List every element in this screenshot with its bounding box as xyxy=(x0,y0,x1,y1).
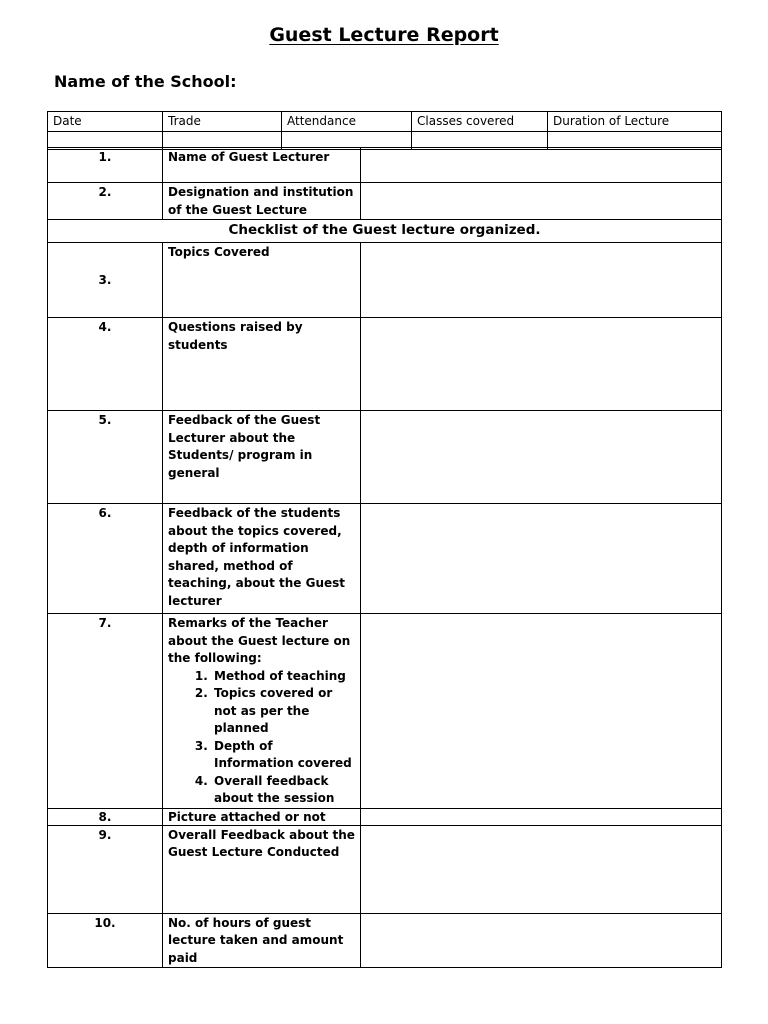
answer-cell[interactable] xyxy=(361,913,722,968)
answer-cell[interactable] xyxy=(361,411,722,504)
header-row xyxy=(48,112,722,132)
row-number: 4. xyxy=(48,318,163,411)
column-header-duration: Duration of Lecture xyxy=(548,112,722,132)
checklist-row xyxy=(48,183,722,220)
page-title xyxy=(0,24,768,46)
column-header-attendance: Attendance xyxy=(282,112,412,132)
school-name-label: Name of the School: xyxy=(54,72,237,91)
row-number: 8. xyxy=(48,808,163,825)
checklist-row xyxy=(48,808,722,825)
checklist-table xyxy=(47,147,722,968)
row-number: 6. xyxy=(48,504,163,614)
row-label: Overall Feedback about the Guest Lecture Conducted xyxy=(163,825,361,913)
row-label: Topics Covered xyxy=(163,243,361,318)
row-label: No. of hours of guest lecture taken and amount paid xyxy=(163,913,361,968)
checklist-row xyxy=(48,411,722,504)
column-header-classes-covered: Classes covered xyxy=(412,112,548,132)
column-header-date: Date xyxy=(48,112,163,132)
row-number: 3. xyxy=(48,243,163,318)
row-label: Picture attached or not xyxy=(163,808,361,825)
row-label: Name of Guest Lecturer xyxy=(163,148,361,183)
lecture-info-table xyxy=(47,111,722,150)
answer-cell[interactable] xyxy=(361,504,722,614)
checklist-row xyxy=(48,318,722,411)
checklist-row xyxy=(48,504,722,614)
list-item: 3. Depth of Information covered xyxy=(212,738,355,773)
remarks-sublist xyxy=(168,668,355,808)
row-number: 10. xyxy=(48,913,163,968)
checklist-row xyxy=(48,825,722,913)
row-label-with-list xyxy=(163,614,361,809)
row-number: 7. xyxy=(48,614,163,809)
answer-cell[interactable] xyxy=(361,825,722,913)
row-label: Questions raised by students xyxy=(163,318,361,411)
answer-cell[interactable] xyxy=(361,614,722,809)
row-label: Designation and institution of the Guest Lecture xyxy=(163,183,361,220)
checklist-heading: Checklist of the Guest lecture organized. xyxy=(48,220,722,243)
checklist-row xyxy=(48,913,722,968)
checklist-heading-row xyxy=(48,220,722,243)
checklist-row xyxy=(48,243,722,318)
answer-cell[interactable] xyxy=(361,148,722,183)
checklist-row xyxy=(48,614,722,809)
row-number: 9. xyxy=(48,825,163,913)
list-item: 2. Topics covered or not as per the planned xyxy=(212,685,355,738)
answer-cell[interactable] xyxy=(361,243,722,318)
row-label: Feedback of the Guest Lecturer about the Students/ program in general xyxy=(163,411,361,504)
column-header-trade: Trade xyxy=(163,112,282,132)
row-number: 5. xyxy=(48,411,163,504)
row-label: Feedback of the students about the topics covered, depth of information shared, method of teaching, about the Guest lecturer xyxy=(163,504,361,614)
row-label: Remarks of the Teacher about the Guest lecture on the following: xyxy=(168,616,351,665)
answer-cell[interactable] xyxy=(361,808,722,825)
row-number: 2. xyxy=(48,183,163,220)
page-title-text: Guest Lecture Report xyxy=(269,24,499,46)
answer-cell[interactable] xyxy=(361,318,722,411)
list-item: 4. Overall feedback about the session xyxy=(212,773,355,808)
row-number: 1. xyxy=(48,148,163,183)
checklist-row xyxy=(48,148,722,183)
answer-cell[interactable] xyxy=(361,183,722,220)
list-item: 1. Method of teaching xyxy=(212,668,355,686)
